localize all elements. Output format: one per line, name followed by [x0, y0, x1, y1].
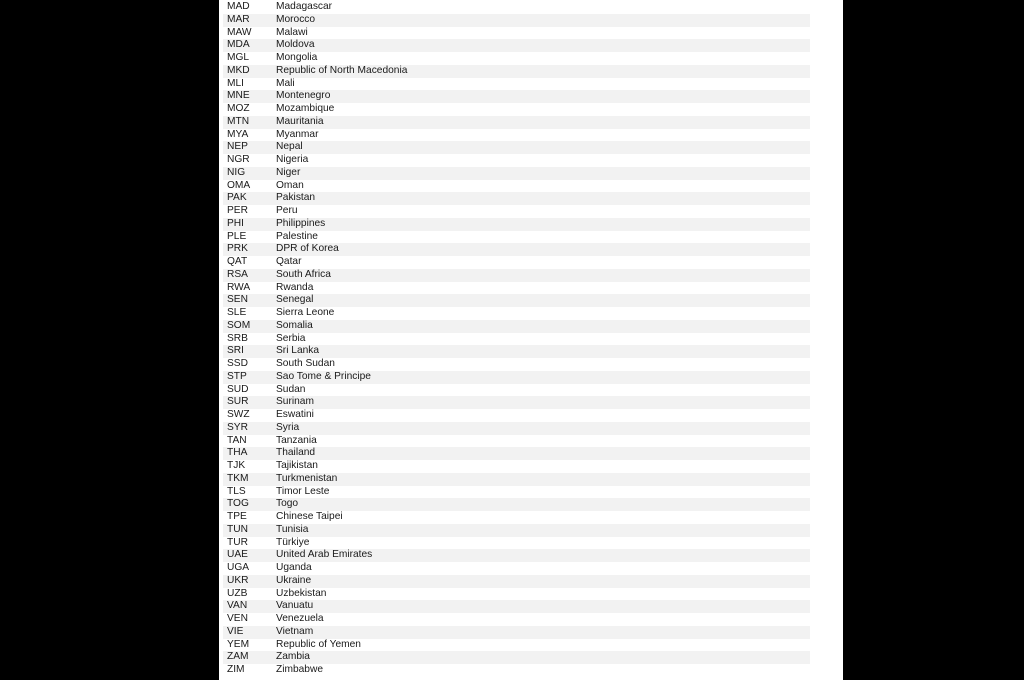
list-item [223, 639, 810, 652]
country-name: Togo [276, 498, 299, 510]
country-name: Eswatini [276, 409, 314, 420]
country-name: Chinese Taipei [276, 511, 343, 522]
country-name: Madagascar [276, 1, 333, 12]
country-code: RWA [227, 281, 251, 293]
list-item [223, 39, 810, 52]
country-code: PAK [227, 192, 247, 204]
country-name: Philippines [276, 217, 326, 229]
country-code: TOG [227, 498, 249, 510]
list-item [223, 384, 810, 397]
country-name: Mongolia [276, 52, 318, 63]
country-code: SEN [227, 294, 248, 306]
country-name: Venezuela [276, 613, 324, 624]
list-item [223, 154, 810, 167]
country-name: Nepal [276, 141, 303, 153]
country-code: MAD [227, 1, 250, 12]
country-name: Zambia [276, 651, 310, 663]
country-code: PHI [227, 217, 244, 229]
country-name: Turkmenistan [276, 472, 338, 484]
list-item [223, 524, 810, 537]
country-code: THA [227, 447, 248, 459]
country-name: Mozambique [276, 103, 335, 114]
country-code: SUR [227, 396, 249, 408]
country-code: MGL [227, 52, 250, 63]
list-item [223, 575, 810, 588]
country-name: Mauritania [276, 115, 324, 127]
country-code-list [223, 1, 810, 677]
country-code: MOZ [227, 103, 250, 114]
list-item [223, 90, 810, 103]
list-item [223, 498, 810, 511]
list-item [223, 600, 810, 613]
country-name: DPR of Korea [276, 243, 339, 255]
country-name: Niger [276, 166, 301, 178]
list-item [223, 371, 810, 384]
list-item [223, 167, 810, 180]
list-item [223, 78, 810, 91]
country-code: UGA [227, 562, 250, 573]
list-item [223, 664, 810, 677]
country-name: Ukraine [276, 574, 312, 586]
list-item [223, 294, 810, 307]
list-item [223, 409, 810, 422]
country-code: MKD [227, 64, 250, 76]
country-name: Türkiye [276, 536, 310, 548]
country-code: SRI [227, 345, 244, 357]
country-name: Uzbekistan [276, 587, 327, 599]
country-name: Senegal [276, 294, 314, 306]
list-item [223, 651, 810, 664]
country-code: SYR [227, 421, 248, 433]
list-item [223, 396, 810, 409]
list-item [223, 282, 810, 295]
list-item [223, 14, 810, 27]
country-code: UAE [227, 549, 248, 561]
country-name: Somalia [276, 319, 313, 331]
country-name: Nigeria [276, 154, 309, 165]
list-item [223, 626, 810, 639]
country-name: Surinam [276, 396, 314, 408]
country-name: Myanmar [276, 128, 319, 140]
country-code: TUN [227, 523, 248, 535]
country-code: RSA [227, 268, 248, 280]
country-name: Morocco [276, 13, 316, 25]
country-code: OMA [227, 179, 251, 191]
country-code: NEP [227, 141, 248, 153]
list-item [223, 65, 810, 78]
country-code: PLE [227, 230, 247, 242]
country-code: SLE [227, 307, 247, 318]
list-item [223, 205, 810, 218]
list-item [223, 129, 810, 142]
country-code: STP [227, 370, 247, 382]
country-name: Republic of North Macedonia [276, 64, 408, 76]
country-name: Republic of Yemen [276, 638, 361, 650]
country-code: VEN [227, 613, 248, 624]
list-item [223, 613, 810, 626]
country-name: Oman [276, 179, 304, 191]
country-code: ZIM [227, 664, 245, 675]
country-code: NGR [227, 154, 250, 165]
list-item [223, 549, 810, 562]
country-code: MDA [227, 39, 250, 51]
list-item [223, 320, 810, 333]
country-code: ZAM [227, 651, 249, 663]
country-name: Sudan [276, 383, 306, 395]
list-item [223, 537, 810, 550]
country-code: SOM [227, 319, 251, 331]
country-code: VAN [227, 600, 248, 612]
list-item [223, 511, 810, 524]
country-name: Montenegro [276, 90, 331, 102]
list-item [223, 27, 810, 40]
country-name: Malawi [276, 26, 308, 38]
list-item [223, 269, 810, 282]
country-code: PER [227, 205, 248, 216]
country-code: MTN [227, 115, 250, 127]
country-name: Sierra Leone [276, 307, 335, 318]
country-name: Rwanda [276, 281, 314, 293]
list-item [223, 192, 810, 205]
country-code: SUD [227, 383, 249, 395]
country-name: Mali [276, 77, 295, 89]
country-name: Thailand [276, 447, 316, 459]
list-item [223, 243, 810, 256]
country-name: South Sudan [276, 358, 335, 369]
country-name: Tajikistan [276, 460, 318, 471]
list-item [223, 422, 810, 435]
country-name: Pakistan [276, 192, 316, 204]
list-item [223, 52, 810, 65]
country-name: Timor Leste [276, 485, 330, 497]
country-code: TKM [227, 472, 249, 484]
country-code: MLI [227, 77, 244, 89]
country-name: United Arab Emirates [276, 549, 373, 561]
country-name: Syria [276, 421, 300, 433]
country-name: Moldova [276, 39, 315, 51]
country-code: NIG [227, 166, 246, 178]
document-page [219, 0, 843, 680]
list-item [223, 103, 810, 116]
country-code: MAW [227, 26, 252, 38]
list-item [223, 231, 810, 244]
list-item [223, 447, 810, 460]
list-item [223, 460, 810, 473]
country-name: Vanuatu [276, 600, 314, 612]
country-name: South Africa [276, 268, 331, 280]
country-code: PRK [227, 243, 248, 255]
country-name: Serbia [276, 332, 306, 344]
country-name: Qatar [276, 256, 302, 267]
country-code: MNE [227, 90, 250, 102]
country-code: SSD [227, 358, 248, 369]
list-item [223, 116, 810, 129]
country-name: Tanzania [276, 434, 317, 446]
country-name: Sao Tome & Principe [276, 370, 371, 382]
list-item [223, 345, 810, 358]
country-name: Uganda [276, 562, 312, 573]
country-name: Tunisia [276, 523, 309, 535]
list-item [223, 256, 810, 269]
list-item [223, 307, 810, 320]
list-item [223, 588, 810, 601]
list-item [223, 435, 810, 448]
country-name: Sri Lanka [276, 345, 320, 357]
country-code: TJK [227, 460, 246, 471]
country-code: VIE [227, 625, 244, 637]
country-code: UZB [227, 587, 248, 599]
list-item [223, 333, 810, 346]
country-code: UKR [227, 574, 249, 586]
country-code: TAN [227, 434, 247, 446]
list-item [223, 218, 810, 231]
country-code: SWZ [227, 409, 250, 420]
list-item [223, 180, 810, 193]
country-code: TLS [227, 485, 246, 497]
country-code: MYA [227, 128, 249, 140]
list-item [223, 562, 810, 575]
country-code: TUR [227, 536, 248, 548]
country-code: TPE [227, 511, 247, 522]
country-name: Zimbabwe [276, 664, 323, 675]
list-item [223, 486, 810, 499]
country-code: YEM [227, 638, 250, 650]
list-item [223, 473, 810, 486]
list-item [223, 358, 810, 371]
country-code: SRB [227, 332, 248, 344]
list-item [223, 141, 810, 154]
list-item [223, 1, 810, 14]
country-name: Peru [276, 205, 298, 216]
country-name: Palestine [276, 230, 318, 242]
country-code: QAT [227, 256, 248, 267]
country-code: MAR [227, 13, 250, 25]
country-name: Vietnam [276, 625, 314, 637]
